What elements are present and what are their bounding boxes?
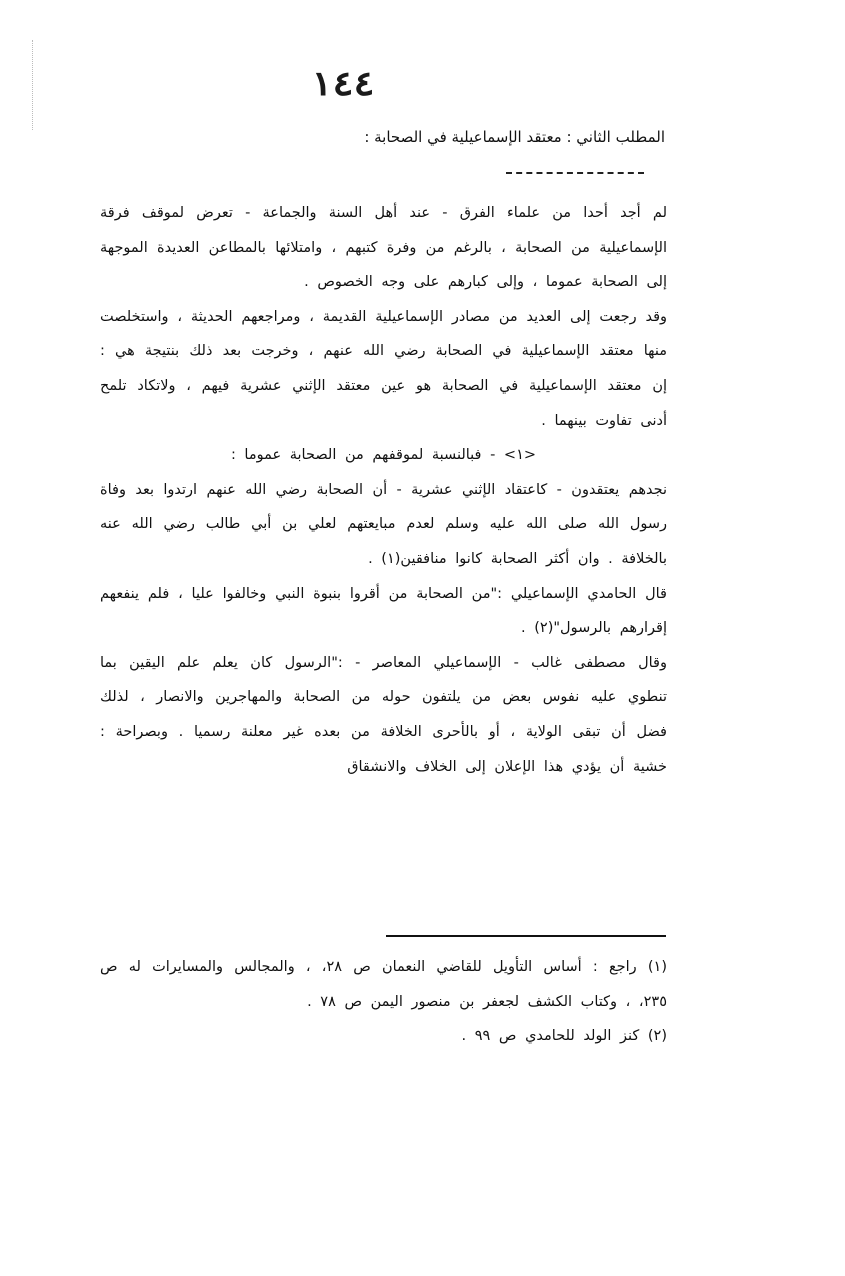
paragraph-sources: وقد رجعت إلى العديد من مصادر الإسماعيلية القديمة ، ومراجعهم الحديثة ، واستخلصت منها معتقد الإسماعيلية في الصحابة رضي الله عنهم ، وخرجت بعد ذلك بنتيجة هي : إن معتقد الإسماعيلية في الصحابة هو عين معتقد الإثني عشرية فيهم ، ولاتكاد تلمح أدنى تفاوت بينهما . <box>100 308 667 429</box>
paragraph-hamidi-quote: قال الحامدي الإسماعيلي :"من الصحابة من أقروا بنبوة النبي وخالفوا عليا ، فلم ينفعهم إقرارهم بالرسول"(٢) . <box>100 585 667 637</box>
footnote-1: (١) راجع : أساس التأويل للقاضي النعمان ص ٢٨، ، والمجالس والمسايرات له ص ٢٣٥، ، وكتاب الكشف لجعفر بن منصور اليمن ص ٧٨ . <box>100 959 667 1010</box>
title-underline <box>506 172 644 174</box>
point-heading: <١> - فبالنسبة لموقفهم من الصحابة عموما : <box>230 447 537 464</box>
footnotes <box>100 950 667 1054</box>
footnote-2: (٢) كنز الولد للحامدي ص ٩٩ . <box>461 1028 667 1044</box>
body-text <box>100 196 667 784</box>
scan-margin-mark <box>32 40 33 130</box>
paragraph-mustafa-ghalib-quote: وقال مصطفى غالب - الإسماعيلي المعاصر - :"الرسول كان يعلم علم اليقين بما تنطوي عليه نفوس بعض من يلتفون حوله من الصحابة والمهاجرين والانصار ، لذلك فضل أن تبقى الولاية ، أو بالأحرى الخلافة من بعده غير معلنة رسميا . وبصراحة : خشية أن يؤدي هذا الإعلان إلى الخلاف والانشقاق <box>100 654 667 775</box>
paragraph-intro: لم أجد أحدا من علماء الفرق - عند أهل السنة والجماعة - تعرض لموقف فرقة الإسماعيلية من الصحابة ، بالرغم من وفرة كتبهم ، وامتلائها بالمطاعن العديدة الموجهة إلى الصحابة عموما ، وإلى كبارهم على وجه الخصوص . <box>100 205 667 291</box>
paragraph-belief: نجدهم يعتقدون - كاعتقاد الإثني عشرية - أن الصحابة رضي الله عنهم ارتدوا بعد وفاة رسول الله صلى الله عليه وسلم لعدم مبايعتهم لعلي بن أبي طالب رضي الله عنه بالخلافة . وان أكثر الصحابة كانوا منافقين(١) . <box>100 481 667 567</box>
page-number: ١٤٤ <box>311 64 375 104</box>
footnote-divider <box>386 935 666 937</box>
section-title: المطلب الثاني : معتقد الإسماعيلية في الصحابة : <box>364 128 665 146</box>
